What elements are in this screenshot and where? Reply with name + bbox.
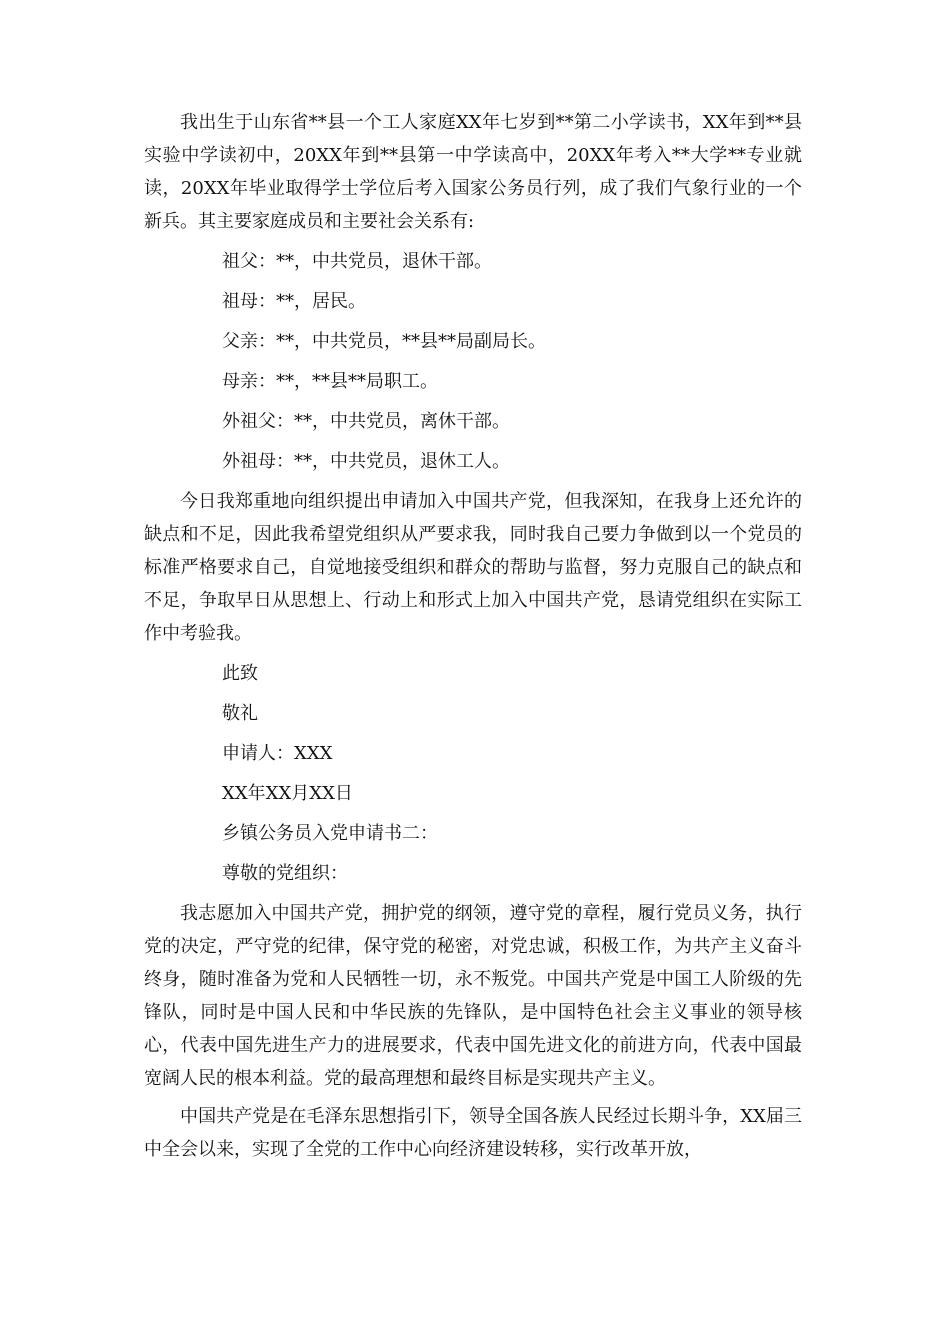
intro-paragraph: 我出生于山东省**县一个工人家庭XX年七岁到**第二小学读书，XX年到**县实验中学读初中，20XX年到**县第一中学读高中，20XX年考入**大学**专业就读，20XX年毕业取得学士学位后考入国家公务员行列，成了我们气象行业的一个新兵。其主要家庭成员和主要社会关系有: [144, 112, 802, 232]
family-member-grandmother: 祖母：**，居民。 [222, 291, 366, 312]
salutation-jingli: 敬礼 [222, 703, 258, 724]
applicant-signature: 申请人：XXX [222, 743, 333, 764]
pledge-paragraph: 我志愿加入中国共产党，拥护党的纲领，遵守党的章程，履行党员义务，执行党的决定，严守党的纪律，保守党的秘密，对党忠诚，积极工作，为共产主义奋斗终身，随时准备为党和人民牺牲一切，永不叛党。中国共产党是中国工人阶级的先锋队，同时是中国人民和中华民族的先锋队，是中国特色社会主义事业的领导核心，代表中国先进生产力的进展要求，代表中国先进文化的前进方向，代表中国最宽阔人民的根本利益。党的最高理想和最终目标是实现共产主义。 [144, 903, 802, 1089]
salutation-cizhi: 此致 [222, 663, 258, 684]
greeting: 尊敬的党组织： [222, 863, 348, 884]
family-member-father: 父亲：**，中共党员，**县**局副局长。 [222, 331, 546, 352]
application-date: XX年XX月XX日 [222, 783, 353, 804]
family-member-mother: 母亲：**，**县**局职工。 [222, 371, 438, 392]
history-paragraph: 中国共产党是在毛泽东思想指引下，领导全国各族人民经过长期斗争，XX届三中全会以来，实现了全党的工作中心向经济建设转移，实行改革开放， [144, 1106, 802, 1160]
request-paragraph: 今日我郑重地向组织提出申请加入中国共产党，但我深知，在我身上还允许的缺点和不足，因此我希望党组织从严要求我，同时我自己要力争做到以一个党员的标准严格要求自己，自觉地接受组织和群众的帮助与监督，努力克服自己的缺点和不足，争取早日从思想上、行动上和形式上加入中国共产党，恳请党组织在实际工作中考验我。 [144, 491, 802, 644]
document-body [144, 106, 802, 1166]
family-member-maternal-grandmother: 外祖母：**，中共党员，退休工人。 [222, 451, 510, 472]
second-letter-title: 乡镇公务员入党申请书二： [222, 823, 438, 844]
family-member-grandfather: 祖父：**，中共党员，退休干部。 [222, 251, 492, 272]
family-member-maternal-grandfather: 外祖父：**，中共党员，离休干部。 [222, 411, 510, 432]
